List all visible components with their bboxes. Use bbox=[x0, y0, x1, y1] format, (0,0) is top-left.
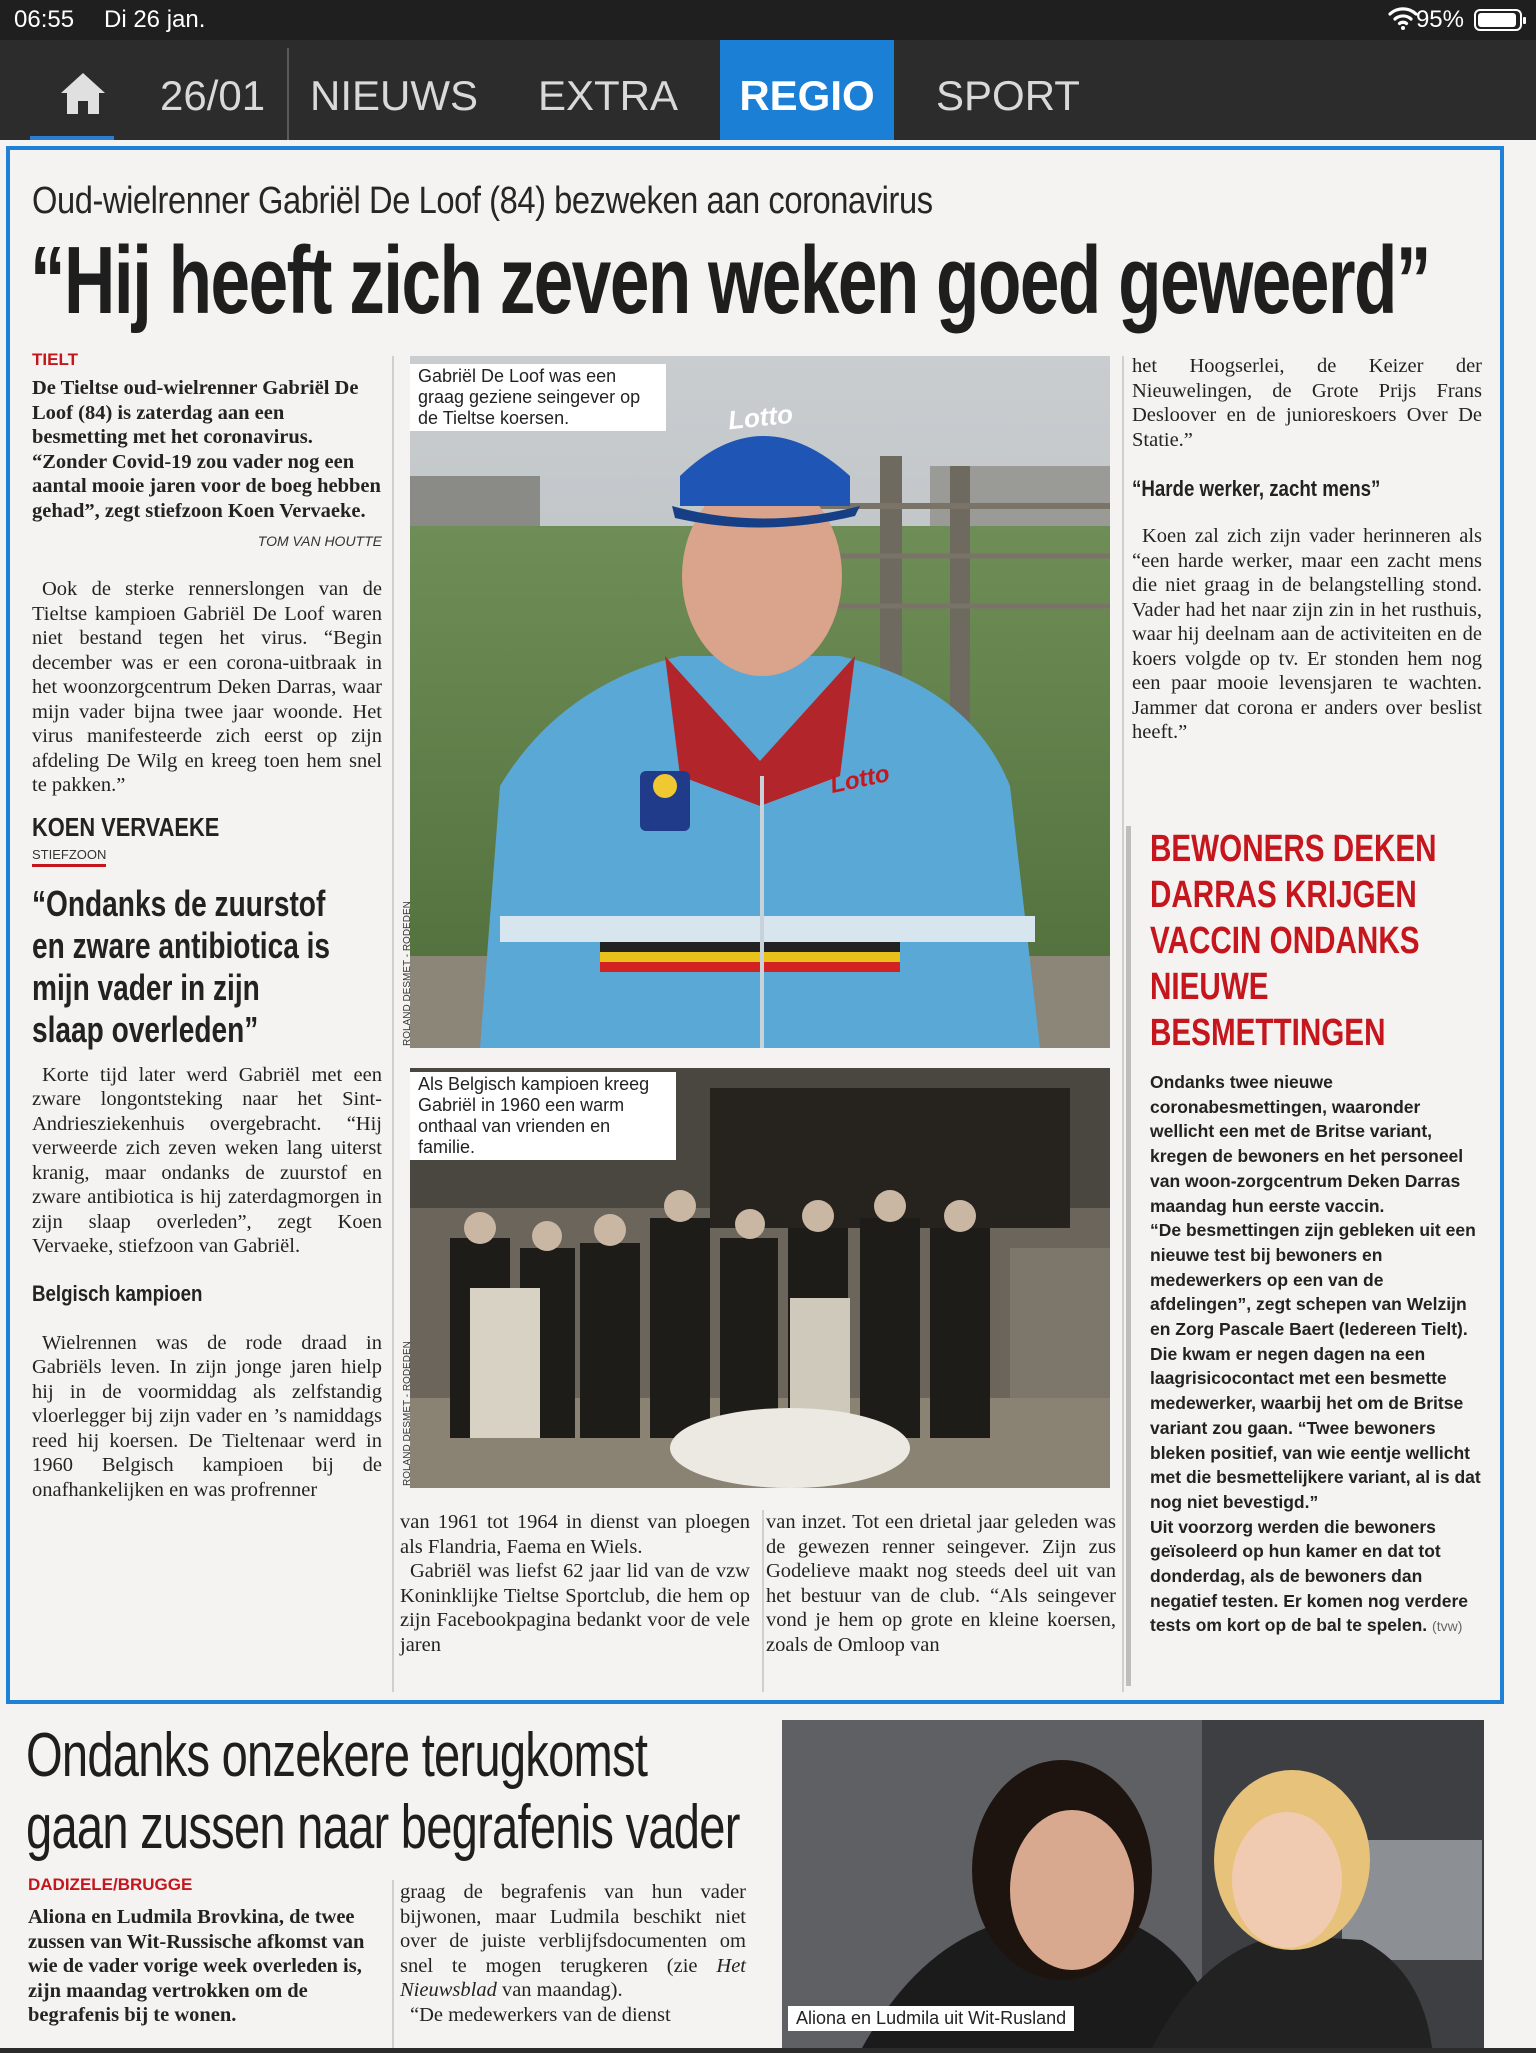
photo-sisters-caption: Aliona en Ludmila uit Wit-Rusland bbox=[788, 2006, 1074, 2031]
paragraph-2: Korte tijd later werd Gabriël met een zware longontsteking naar het Sint-Andriesziekenhuis overgebracht. “Hij verweerde zich zeven weken lang uiterst kranig, maar ondanks de zuurstof en zware antibiotica is hij zaterdagmorgen in zijn slaap overleden”, zegt Koen Vervaeke, stiefzoon van Gabriël. bbox=[32, 1063, 382, 1257]
article2-intro: Aliona en Ludmila Brovkina, de twee zussen van Wit-Russische afkomst van wie de vader vorige week overleden is, zijn maandag vertrokken om de begrafenis bij te wonen. bbox=[28, 1906, 365, 2026]
sidebar-body bbox=[1150, 1070, 1485, 1639]
column-rule-1 bbox=[392, 356, 394, 1692]
article2-p1-em: Het Nieuwsblad bbox=[400, 1954, 746, 2001]
article2-headline-line1: Ondanks onzekere terugkomst bbox=[26, 1721, 648, 1790]
nav-divider bbox=[287, 48, 289, 140]
quoted-name: KOEN VERVAEKE bbox=[32, 811, 220, 842]
photo-group-1960 bbox=[402, 1068, 1110, 1488]
battery-percent: 95% bbox=[1415, 6, 1464, 33]
status-date: Di 26 jan. bbox=[104, 6, 206, 33]
column-1 bbox=[32, 350, 382, 1502]
home-icon[interactable] bbox=[58, 70, 108, 116]
sidebar-box bbox=[1150, 826, 1485, 1639]
battery-nub bbox=[1523, 17, 1526, 24]
cap-logo: Lotto bbox=[726, 398, 795, 436]
jacket-logo: Lotto bbox=[827, 760, 893, 799]
paragraph-8: Koen zal zich zijn vader herinneren als “een harde werker, maar een zacht mens die niet graag in de belangstelling stond. Vader had het naar zijn zin in het rusthuis, waar hij deelnam aan de activiteiten en de koers volgde op tv. Er stonden hem nog een paar mooie levensjaren te wachten. Jammer dat corona er anders over beslist heeft.” bbox=[1132, 525, 1482, 743]
newspaper-page bbox=[0, 140, 1536, 2048]
article2-place: DADIZELE/BRUGGE bbox=[28, 1875, 193, 1894]
column-rule-2 bbox=[762, 1510, 764, 1692]
article2-paragraph-1 bbox=[400, 1880, 746, 2003]
photo-cyclist-image bbox=[410, 356, 1110, 1048]
photo-sisters bbox=[782, 1720, 1484, 2048]
sidebar-text: Ondanks twee nieuwe coronabesmettingen, waaronder wellicht een met de Britse variant, kregen de bewoners en het personeel van woon-zorgcentrum Deken Darras maandag hun eerste vaccin. “De besmettingen zijn gebleken uit een nieuwe test bij bewoners en medewerkers op een van de afdelingen”, zegt schepen van Welzijn en Zorg Pascale Baert (Iedereen Tielt). Die kwam er negen dagen na een laagrisicocontact met een besmette medewerker, waarbij het om de Britse variant zou gaan. “Twee bewoners bleken positief, van wie eentje wellicht met die besmettelijkere variant, al is dat nog niet bevestigd.” Uit voorzorg werden die bewoners geïsoleerd op hun kamer en dat tot donderdag, als de bewoners dan negatief testen. Er komen nog verdere tests om kort op de bal te spelen. bbox=[1150, 1072, 1481, 1636]
paragraph-1: Ook de sterke rennerslongen van de Tieltse kampioen Gabriël De Loof waren niet bestand tegen het virus. “Begin december was er een corona-uitbraak in het woonzorgcentrum Deken Darras, waar mijn vader bijna twee jaar woonde. Het virus manifesteerde zich eerst op zijn afdeling De Wilg en kreeg toen hem snel te pakken.” bbox=[32, 578, 382, 796]
tab-sport[interactable]: SPORT bbox=[936, 72, 1080, 119]
photo-cyclist-portrait bbox=[402, 356, 1110, 1048]
paragraph-5: Gabriël was liefst 62 jaar lid van de vzw Koninklijke Tieltse Sportclub, die hem op zijn Facebookpagina bedankt voor de vele jaren bbox=[400, 1560, 750, 1656]
article-headline: “Hij heeft zich zeven weken goed geweerd” bbox=[30, 227, 1430, 334]
wifi-icon bbox=[1388, 5, 1418, 31]
nav-date[interactable]: 26/01 bbox=[160, 72, 266, 119]
article2-col1 bbox=[28, 1875, 378, 2028]
photo2-credit: ROLAND DESMET - RODEDEN bbox=[402, 1341, 413, 1486]
status-bar bbox=[0, 0, 1536, 40]
pull-quote: “Ondanks de zuurstof en zware antibiotica is mijn vader in zijn slaap overleden” bbox=[32, 882, 331, 1050]
column-rule-3 bbox=[1122, 356, 1124, 1692]
article2-paragraph-2: “De medewerkers van de dienst bbox=[410, 2003, 671, 2026]
status-time: 06:55 bbox=[14, 6, 75, 33]
photo1-credit: ROLAND DESMET - RODEDEN bbox=[402, 901, 413, 1046]
battery-icon bbox=[1474, 9, 1522, 31]
article2-headline-line2: gaan zussen naar begrafenis vader bbox=[26, 1793, 740, 1862]
article2-col2 bbox=[400, 1880, 746, 2027]
paragraph-4: van 1961 tot 1964 in dienst van ploegen als Flandria, Faema en Wiels. bbox=[400, 1511, 750, 1558]
article2-p1-a: graag de begrafenis van hun vader bijwonen, maar Ludmila beschikt niet over de juiste verblijfsdocumenten om snel te mogen terugkeren (zie bbox=[400, 1881, 746, 1977]
battery-fill bbox=[1478, 13, 1516, 27]
paragraph-6: van inzet. Tot een drietal jaar geleden was de gewezen renner seingever. Zijn zus Godelieve maakt nog steeds deel uit van het bestuur van de club. “Als seingever vond je hem op grote en kleine koersen, zoals de Omloop van bbox=[766, 1511, 1116, 1656]
article-kicker: Oud-wielrenner Gabriël De Loof (84) bezweken aan coronavirus bbox=[32, 180, 933, 222]
article-box bbox=[6, 146, 1504, 1704]
dateline-place: TIELT bbox=[32, 350, 78, 369]
photo-sisters-image bbox=[782, 1720, 1484, 2048]
byline: TOM VAN HOUTTE bbox=[257, 533, 382, 549]
quoted-role: STIEFZOON bbox=[32, 847, 106, 867]
column-4 bbox=[1132, 354, 1482, 745]
sidebar-title: BEWONERS DEKEN DARRAS KRIJGEN VACCIN ONDANKS NIEUWE BESMETTINGEN bbox=[1150, 828, 1437, 1054]
paragraph-3: Wielrennen was de rode draad in Gabriëls leven. In zijn jonge jaren hielp hij in de voormiddag als zelfstandig vloerlegger bij zijn vader en ’s namiddags reed hij koersen. De Tieltenaar werd in 1960 Belgisch kampioen bij de onafhankelijken en was profrenner bbox=[32, 1331, 382, 1501]
tab-regio[interactable]: REGIO bbox=[720, 40, 894, 140]
article2-rule bbox=[392, 1880, 394, 2048]
article-intro: De Tieltse oud-wielrenner Gabriël De Loof (84) is zaterdag aan een besmetting met het coronavirus. “Zonder Covid-19 zou vader nog een aantal mooie jaren voor de boeg hebben gehad”, zegt stiefzoon Koen Vervaeke. bbox=[32, 377, 381, 522]
tab-nieuws[interactable]: NIEUWS bbox=[310, 72, 478, 119]
paragraph-4-5 bbox=[400, 1510, 750, 1657]
sidebar-sign: (tvw) bbox=[1432, 1618, 1463, 1635]
article2-p1-b: van maandag). bbox=[496, 1979, 623, 2001]
photo1-caption: Gabriël De Loof was een graag geziene seingever op de Tieltse koersen. bbox=[410, 364, 666, 431]
photo2-caption: Als Belgisch kampioen kreeg Gabriël in 1960 een warm onthaal van vrienden en familie. bbox=[410, 1072, 676, 1160]
tab-extra[interactable]: EXTRA bbox=[538, 72, 679, 119]
subhead-harde-werker: “Harde werker, zacht mens” bbox=[1132, 476, 1381, 501]
section-nav bbox=[0, 40, 1536, 140]
sidebar-bar bbox=[1126, 826, 1131, 1686]
paragraph-7: het Hoogserlei, de Keizer der Nieuwelingen, de Grote Prijs Frans Desloover en de junioreskoers Over De Statie.” bbox=[1132, 355, 1482, 451]
subhead-belgisch-kampioen: Belgisch kampioen bbox=[32, 1280, 203, 1306]
